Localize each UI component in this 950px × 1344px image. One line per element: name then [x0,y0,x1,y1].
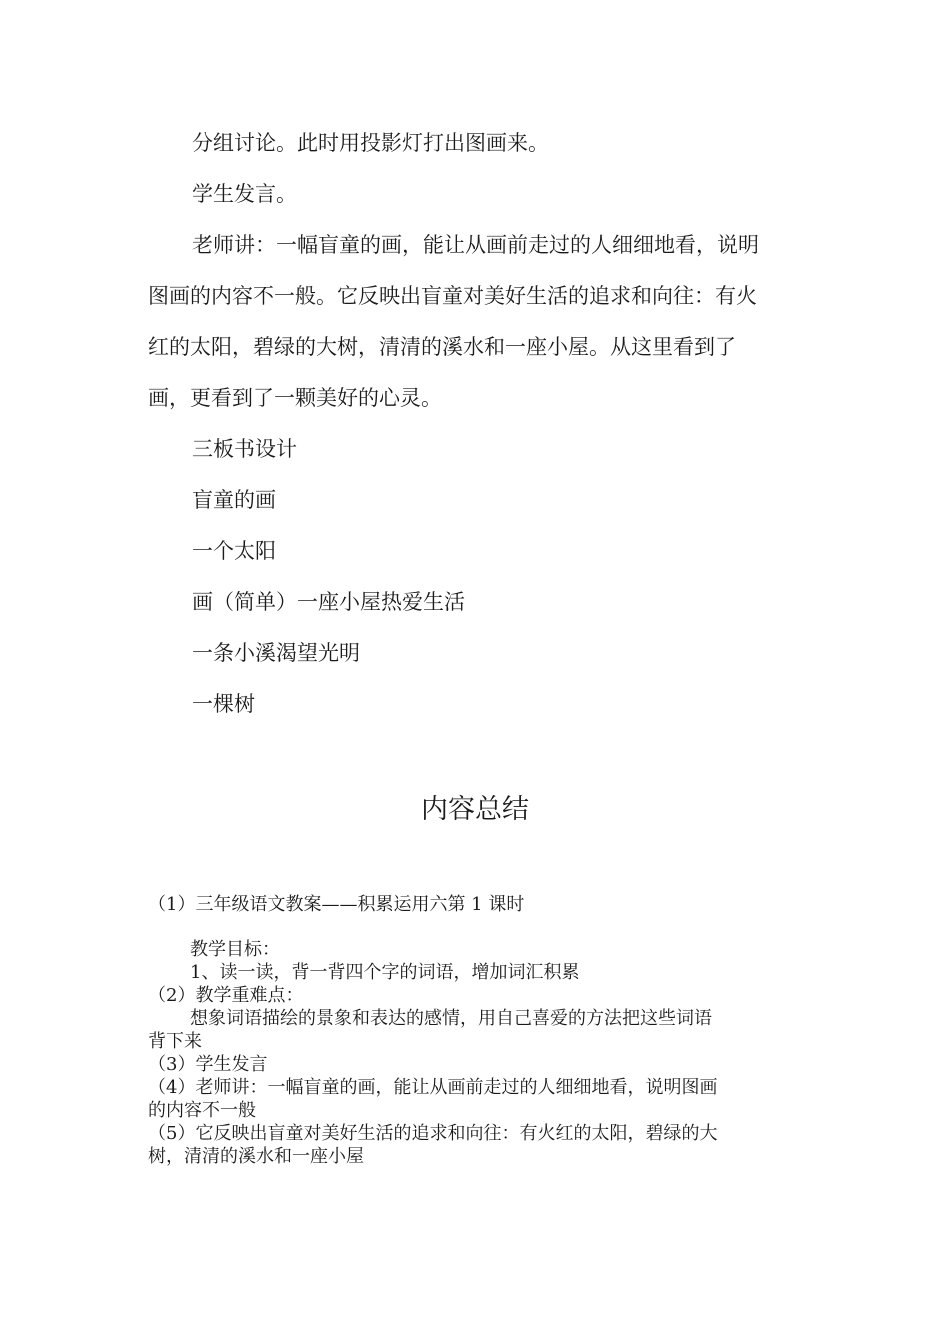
teaching-goal-1: 1、读一读，背一背四个字的词语，增加词汇积累 [190,962,580,983]
board-item: 一棵树 [192,692,255,716]
teacher-talk-line: 画，更看到了一颗美好的心灵。 [148,386,442,410]
summary-item-2-body: 想象词语描绘的景象和表达的感情，用自己喜爱的方法把这些词语 [190,1008,712,1029]
paragraph-student-speech: 学生发言。 [192,182,297,206]
summary-item-5-cont: 树，清清的溪水和一座小屋 [148,1146,364,1167]
summary-item-5: （5）它反映出盲童对美好生活的追求和向往：有火红的太阳，碧绿的大 [148,1123,718,1144]
summary-item-4-cont: 的内容不一般 [148,1100,256,1121]
board-item: 画（简单）一座小屋热爱生活 [192,590,465,614]
paragraph-group-discussion: 分组讨论。此时用投影灯打出图画来。 [192,131,549,155]
board-item: 一个太阳 [192,539,276,563]
teacher-talk-line: 红的太阳，碧绿的大树，清清的溪水和一座小屋。从这里看到了 [148,335,736,359]
summary-item-4: （4）老师讲：一幅盲童的画，能让从画前走过的人细细地看，说明图画 [148,1077,718,1098]
board-item: 盲童的画 [192,488,276,512]
teaching-goal-label: 教学目标： [190,939,280,960]
summary-body [148,893,808,1168]
teacher-talk-line: 老师讲：一幅盲童的画，能让从画前走过的人细细地看，说明 [192,233,759,257]
board-item: 一条小溪渴望光明 [192,641,360,665]
lesson-body [148,118,808,730]
teacher-talk-line: 图画的内容不一般。它反映出盲童对美好生活的追求和向往：有火 [148,284,757,308]
paragraph-teacher-talk [148,220,808,424]
heading-board-design: 三板书设计 [192,437,297,461]
summary-item-2-body-cont: 背下来 [148,1031,202,1052]
summary-title: 内容总结 [421,794,529,825]
summary-item-3: （3）学生发言 [148,1054,268,1075]
summary-item-1: （1）三年级语文教案——积累运用六第 1 课时 [148,894,525,915]
summary-item-2: （2）教学重难点： [148,985,304,1006]
